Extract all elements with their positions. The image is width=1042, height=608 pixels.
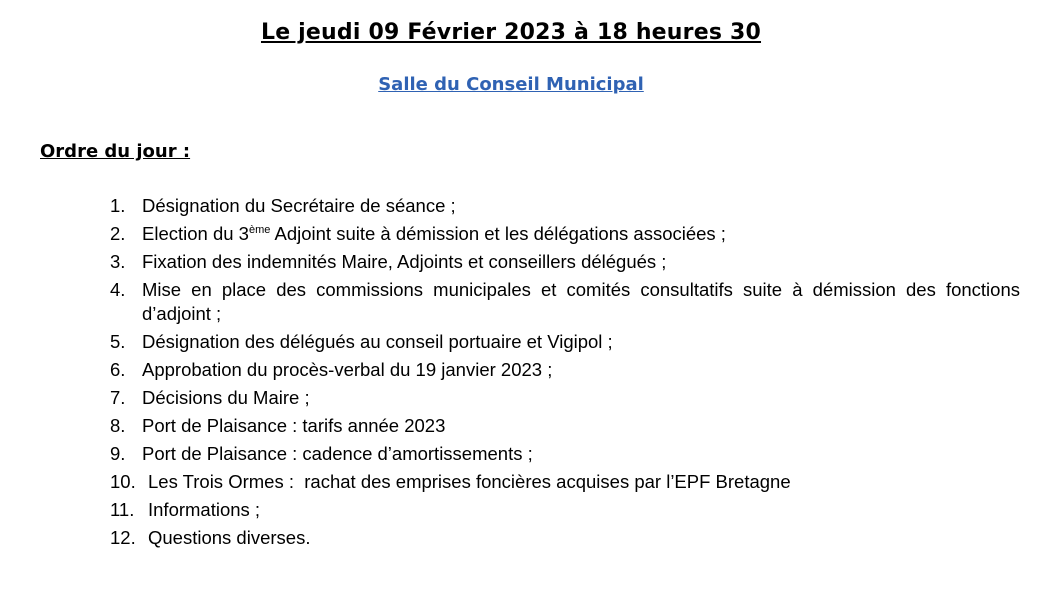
agenda-item-number: 5. — [110, 331, 126, 352]
ordinal-superscript: ème — [248, 224, 271, 236]
agenda-item-12 — [110, 526, 1020, 550]
agenda-item-number: 2. — [110, 223, 126, 244]
agenda-item-2 — [110, 222, 1020, 246]
agenda-item-text: Désignation des délégués au conseil portuaire et Vigipol ; — [142, 331, 613, 352]
agenda-item-11 — [110, 498, 1020, 522]
agenda-item-1 — [110, 194, 1020, 218]
agenda-item-text — [142, 222, 1020, 246]
agenda-item-text: Les Trois Ormes : rachat des emprises foncières acquises par l’EPF Bretagne — [148, 471, 791, 492]
meeting-location: Salle du Conseil Municipal — [378, 74, 644, 95]
agenda-item-6 — [110, 358, 1020, 382]
meeting-date-title: Le jeudi 09 Février 2023 à 18 heures 30 — [260, 20, 762, 45]
agenda-item-5 — [110, 330, 1020, 354]
agenda-item-number: 3. — [110, 251, 126, 272]
agenda-heading: Ordre du jour : — [40, 141, 191, 162]
agenda-item-8 — [110, 414, 1020, 438]
agenda-item-9 — [110, 442, 1020, 466]
agenda-item-text: Approbation du procès-verbal du 19 janvier 2023 ; — [142, 359, 553, 380]
agenda-item-10 — [110, 470, 1020, 494]
agenda-item-number: 12. — [110, 527, 136, 548]
agenda-item-number: 6. — [110, 359, 126, 380]
agenda-item-number: 9. — [110, 443, 126, 464]
agenda-item-text-part: Adjoint suite à démission et les délégations associées ; — [270, 223, 726, 244]
agenda-item-text: Désignation du Secrétaire de séance ; — [142, 195, 456, 216]
agenda-item-number: 7. — [110, 387, 126, 408]
agenda-item-text: Informations ; — [148, 499, 261, 520]
agenda-item-text: Questions diverses. — [148, 527, 311, 548]
agenda-item-number: 11. — [110, 499, 135, 520]
agenda-item-text: Mise en place des commissions municipales et comités consultatifs suite à démission des fonctions d’adjoint ; — [142, 279, 1020, 324]
agenda-item-text-part: Election du 3 — [142, 223, 249, 244]
agenda-item-number: 1. — [110, 195, 126, 216]
agenda-list — [110, 194, 1020, 554]
agenda-item-number: 8. — [110, 415, 126, 436]
agenda-item-7 — [110, 386, 1020, 410]
agenda-item-4 — [110, 278, 1020, 326]
agenda-item-number: 4. — [110, 279, 126, 300]
agenda-item-number: 10. — [110, 471, 136, 492]
agenda-item-text: Port de Plaisance : tarifs année 2023 — [142, 415, 446, 436]
agenda-item-text: Décisions du Maire ; — [142, 387, 310, 408]
agenda-item-text: Fixation des indemnités Maire, Adjoints et conseillers délégués ; — [142, 251, 667, 272]
agenda-item-text: Port de Plaisance : cadence d’amortissements ; — [142, 443, 533, 464]
agenda-item-3 — [110, 250, 1020, 274]
